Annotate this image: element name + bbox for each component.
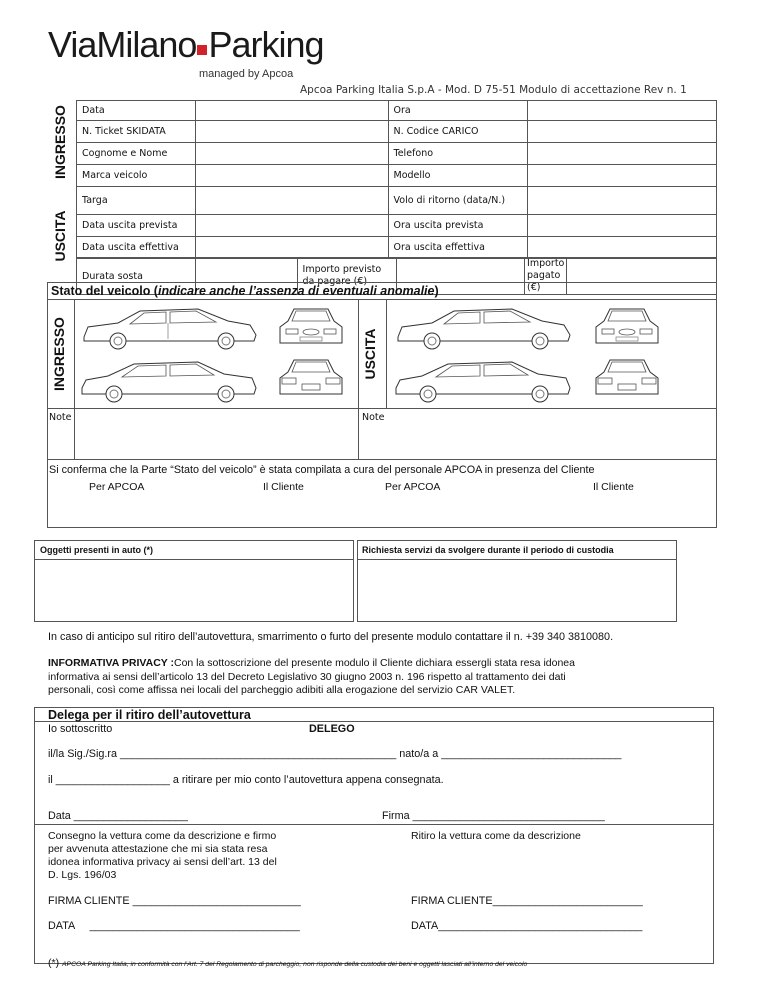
logo-dot — [197, 45, 207, 55]
car-front-view-icon[interactable] — [274, 303, 348, 351]
managed-by: managed by Apcoa — [199, 68, 294, 80]
privacy-block — [48, 657, 575, 698]
line-ritirare[interactable]: il ___________________ a ritirare per mio conto l’autovettura appena consegnata. — [48, 774, 444, 786]
label-data: Data — [77, 101, 196, 121]
ritiro-text: Ritiro la vettura come da descrizione — [411, 830, 581, 842]
label-ora-effettiva: Ora uscita effettiva — [388, 237, 528, 259]
per-apcoa-2: Per APCOA — [385, 481, 441, 493]
logo-via-text: ViaMilano — [48, 24, 197, 65]
delega-data[interactable]: Data ___________________ — [48, 810, 188, 822]
delega-title: Delega per il ritiro dell’autovettura — [48, 708, 251, 722]
car-side-view-icon[interactable] — [78, 303, 260, 351]
field-telefono[interactable] — [528, 143, 717, 165]
conferma-text: Si conferma che la Parte “Stato del veicolo” è stata compilata a cura del personale APCOA in presenza del Cliente — [49, 464, 595, 476]
car-side-view-icon[interactable] — [392, 354, 574, 404]
label-cognome: Cognome e Nome — [77, 143, 196, 165]
data-right[interactable]: DATA__________________________________ — [411, 920, 643, 932]
stato-ingresso-label: INGRESSO — [51, 317, 67, 391]
field-codice[interactable] — [528, 121, 717, 143]
io-sottoscritto: Io sottoscritto — [48, 723, 113, 735]
field-targa[interactable] — [195, 187, 388, 215]
footnote-mark: (*) — [48, 957, 60, 969]
ingresso-label: INGRESSO — [52, 105, 68, 179]
stato-title-plain: Stato del veicolo ( — [51, 284, 158, 298]
privacy-line-1: Con la sottoscrizione del presente modulo il Cliente dichiara essergli stata resa idonea — [174, 657, 575, 669]
firma-cliente-left[interactable]: FIRMA CLIENTE ____________________________ — [48, 895, 301, 907]
stato-title — [51, 284, 439, 298]
document-reference: Apcoa Parking Italia S.p.A - Mod. D 75-51 Modulo di accettazione Rev n. 1 — [300, 84, 687, 96]
oggetti-label: Oggetti presenti in auto (*) — [40, 545, 154, 555]
label-ora-prevista: Ora uscita prevista — [388, 215, 528, 237]
label-telefono: Telefono — [388, 143, 528, 165]
delega-divider-2 — [34, 824, 714, 825]
consegno-line-4: D. Lgs. 196/03 — [48, 869, 117, 881]
field-data-effettiva[interactable] — [195, 237, 388, 259]
car-side-view-icon[interactable] — [392, 303, 574, 351]
consegno-line-1: Consegno la vettura come da descrizione e firmo — [48, 830, 277, 842]
field-data[interactable] — [195, 101, 388, 121]
car-front-view-icon[interactable] — [590, 303, 664, 351]
label-durata: Durata sosta — [77, 258, 196, 295]
car-rear-view-icon[interactable] — [590, 354, 664, 404]
label-marca: Marca veicolo — [77, 165, 196, 187]
note-left-label: Note — [49, 412, 72, 423]
field-volo[interactable] — [528, 187, 717, 215]
logo-parking-text: Parking — [208, 24, 324, 65]
note-left-field[interactable] — [75, 409, 358, 459]
field-cognome[interactable] — [195, 143, 388, 165]
anticipo-text: In caso di anticipo sul ritiro dell’autovettura, smarrimento o furto del presente modulo contattare il n. +39 340 3810080. — [48, 631, 614, 643]
il-cliente-2: Il Cliente — [593, 481, 634, 493]
field-modello[interactable] — [528, 165, 717, 187]
stato-uscita-label: USCITA — [362, 328, 378, 380]
car-side-view-icon[interactable] — [78, 354, 260, 404]
stato-col-mid — [358, 299, 359, 459]
label-data-prevista: Data uscita prevista — [77, 215, 196, 237]
footnote-text: APCOA Parking Italia, in conformità con l’Art. 7 del Regolamento di parcheggio, non risponde della custodia dei beni e oggetti lasciati all’interno del veicolo — [62, 961, 528, 968]
consegno-line-2: per avvenuta attestazione che mi sia stata resa — [48, 843, 268, 855]
footnote — [48, 957, 527, 969]
entry-exit-table — [76, 100, 717, 259]
consegno-line-3: idonea informativa privacy ai sensi dell’art. 13 del — [48, 856, 277, 868]
note-right-field[interactable] — [387, 409, 717, 459]
per-apcoa-1: Per APCOA — [89, 481, 145, 493]
servizi-label: Richiesta servizi da svolgere durante il periodo di custodia — [362, 545, 614, 555]
delega-firma[interactable]: Firma ________________________________ — [382, 810, 605, 822]
privacy-line-2: informativa ai sensi dell’articolo 13 del Decreto Legislativo 30 giugno 2003 n. 196 rispetto al trattamento dei dati — [48, 670, 566, 683]
privacy-line-3: personali, così come affissa nei locali del parcheggio adibiti alla erogazione del servizio CAR VALET. — [48, 684, 516, 696]
stato-divider-top — [47, 299, 717, 300]
field-data-prevista[interactable] — [195, 215, 388, 237]
signature-area[interactable] — [48, 495, 716, 527]
uscita-label: USCITA — [52, 210, 68, 262]
label-importo-previsto: Importo previsto da pagare (€) — [297, 258, 397, 295]
field-ora-effettiva[interactable] — [528, 237, 717, 259]
firma-cliente-right[interactable]: FIRMA CLIENTE_________________________ — [411, 895, 643, 907]
car-rear-view-icon[interactable] — [274, 354, 348, 404]
field-ticket[interactable] — [195, 121, 388, 143]
delego-label: DELEGO — [309, 723, 355, 735]
consegno-block — [48, 830, 277, 882]
stato-divider-bottom — [47, 459, 717, 460]
label-modello: Modello — [388, 165, 528, 187]
label-ora: Ora — [388, 101, 528, 121]
il-cliente-1: Il Cliente — [263, 481, 304, 493]
stato-col-right — [386, 299, 387, 409]
label-ticket: N. Ticket SKIDATA — [77, 121, 196, 143]
label-targa: Targa — [77, 187, 196, 215]
stato-title-italic: indicare anche l’assenza di eventuali anomalie — [157, 284, 435, 298]
data-left[interactable]: DATA ___________________________________ — [48, 920, 300, 932]
label-volo: Volo di ritorno (data/N.) — [388, 187, 528, 215]
field-marca[interactable] — [195, 165, 388, 187]
field-ora[interactable] — [528, 101, 717, 121]
privacy-title: INFORMATIVA PRIVACY : — [48, 657, 174, 669]
note-right-label: Note — [362, 412, 385, 423]
label-importo-pagato: Importo pagato (€) — [525, 258, 567, 295]
label-codice: N. Codice CARICO — [388, 121, 528, 143]
line-sig[interactable]: il/la Sig./Sig.ra ______________________________________________ nato/a a ______________________________ — [48, 748, 622, 760]
stato-title-close: ) — [434, 284, 439, 298]
logo — [48, 24, 324, 66]
oggetti-field[interactable] — [35, 560, 353, 621]
servizi-field[interactable] — [358, 560, 676, 621]
label-data-effettiva: Data uscita effettiva — [77, 237, 196, 259]
field-ora-prevista[interactable] — [528, 215, 717, 237]
